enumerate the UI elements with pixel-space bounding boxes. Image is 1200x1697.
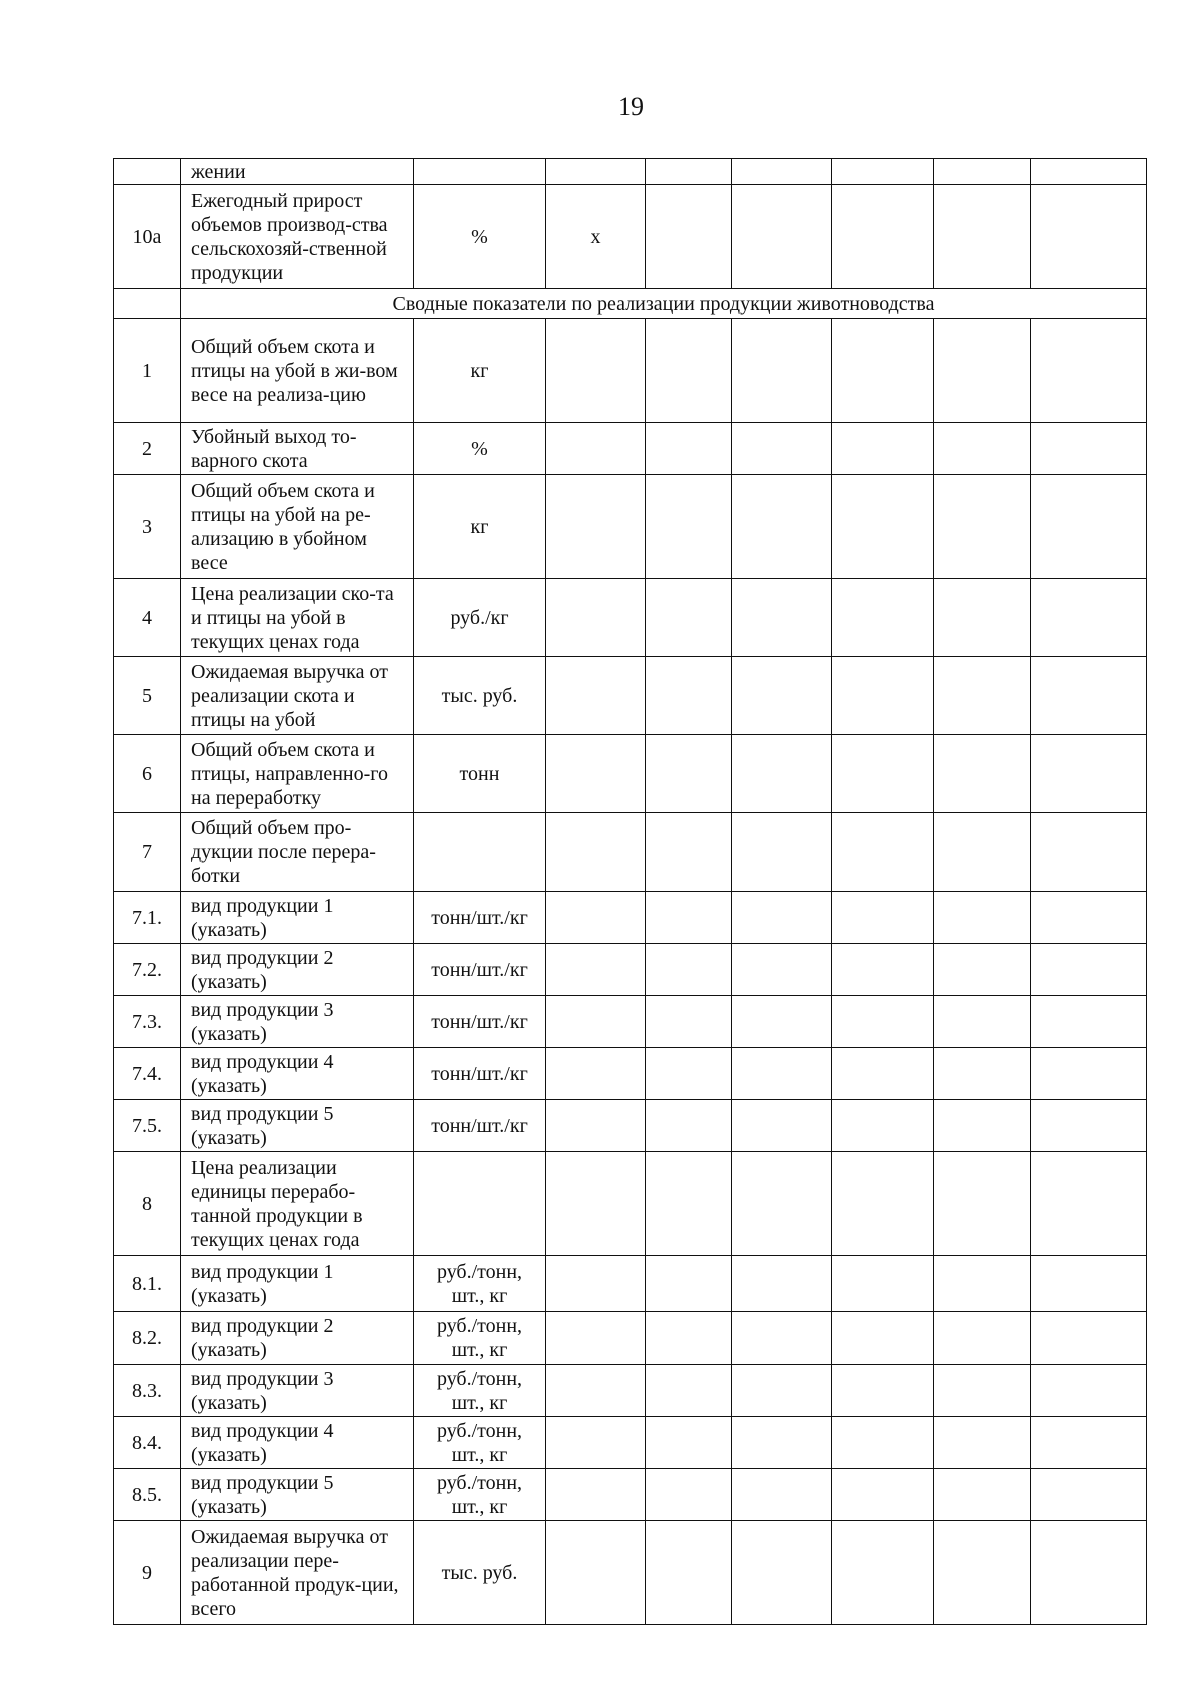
value-cell: [1031, 579, 1147, 657]
value-cell: [1031, 657, 1147, 735]
row-name: вид продукции 1 (указать): [181, 892, 414, 944]
value-cell: [934, 1521, 1031, 1625]
value-cell: [732, 1152, 832, 1256]
row-unit: кг: [414, 319, 546, 423]
value-cell: [546, 735, 646, 813]
value-cell: [1031, 1469, 1147, 1521]
value-cell: [832, 475, 934, 579]
value-cell: [1031, 1417, 1147, 1469]
row-unit: %: [414, 185, 546, 289]
row-number: 1: [114, 319, 181, 423]
table-row: [114, 1152, 1147, 1256]
value-cell: [646, 1100, 732, 1152]
row-number: 7.5.: [114, 1100, 181, 1152]
value-cell: [732, 1417, 832, 1469]
row-unit: руб./тонн, шт., кг: [414, 1365, 546, 1417]
row-unit: руб./тонн, шт., кг: [414, 1312, 546, 1365]
value-cell: [934, 579, 1031, 657]
row-unit: тонн: [414, 735, 546, 813]
value-cell: [1031, 1100, 1147, 1152]
value-cell: [732, 1469, 832, 1521]
value-cell: [832, 944, 934, 996]
row-name: вид продукции 4 (указать): [181, 1048, 414, 1100]
value-cell: [646, 657, 732, 735]
value-cell: [1031, 319, 1147, 423]
row-name: Общий объем скота и птицы, направленно-го на переработку: [181, 735, 414, 813]
value-cell: [646, 996, 732, 1048]
value-cell: [646, 159, 732, 185]
row-name: вид продукции 4 (указать): [181, 1417, 414, 1469]
row-number: [114, 159, 181, 185]
value-cell: [1031, 944, 1147, 996]
row-unit: руб./тонн, шт., кг: [414, 1469, 546, 1521]
row-name: Общий объем скота и птицы на убой на ре-ализацию в убойном весе: [181, 475, 414, 579]
value-cell: [934, 185, 1031, 289]
table-row: [114, 185, 1147, 289]
section-row: [114, 289, 1147, 319]
value-cell: [732, 423, 832, 475]
value-cell: [546, 1521, 646, 1625]
empty-cell: [114, 289, 181, 319]
value-cell: [934, 475, 1031, 579]
value-cell: [646, 1521, 732, 1625]
table-row: [114, 579, 1147, 657]
value-cell: [732, 579, 832, 657]
value-cell: [832, 735, 934, 813]
value-cell: [1031, 1256, 1147, 1312]
value-cell: [934, 1312, 1031, 1365]
row-name: Убойный выход то-варного скота: [181, 423, 414, 475]
row-number: 8.5.: [114, 1469, 181, 1521]
value-cell: [546, 657, 646, 735]
value-cell: [1031, 1152, 1147, 1256]
row-number: 5: [114, 657, 181, 735]
row-name: Общий объем скота и птицы на убой в жи-вом весе на реализа-цию: [181, 319, 414, 423]
table-row: [114, 1365, 1147, 1417]
value-cell: [934, 1256, 1031, 1312]
row-name: вид продукции 5 (указать): [181, 1469, 414, 1521]
value-cell: [732, 813, 832, 892]
value-cell: [832, 996, 934, 1048]
value-cell: [732, 735, 832, 813]
row-number: 8.2.: [114, 1312, 181, 1365]
value-cell: [934, 423, 1031, 475]
value-cell: [934, 944, 1031, 996]
value-cell: [1031, 185, 1147, 289]
row-number: 7.4.: [114, 1048, 181, 1100]
row-name: Общий объем про-дукции после перера-ботки: [181, 813, 414, 892]
row-number: 7.3.: [114, 996, 181, 1048]
value-cell: [732, 1521, 832, 1625]
value-cell: [546, 579, 646, 657]
value-cell: [934, 1048, 1031, 1100]
table-row: [114, 319, 1147, 423]
row-name: Ежегодный прирост объемов производ-ства сельскохозяй-ственной продукции: [181, 185, 414, 289]
row-name: вид продукции 3 (указать): [181, 996, 414, 1048]
value-cell: [646, 1256, 732, 1312]
value-cell: [546, 996, 646, 1048]
value-cell: [732, 996, 832, 1048]
value-cell: [934, 319, 1031, 423]
table-row: [114, 657, 1147, 735]
value-cell: [832, 1469, 934, 1521]
table-row: [114, 1417, 1147, 1469]
value-cell: [934, 1417, 1031, 1469]
value-cell: [732, 892, 832, 944]
row-name: Цена реализации ско-та и птицы на убой в текущих ценах года: [181, 579, 414, 657]
row-unit: тонн/шт./кг: [414, 1100, 546, 1152]
row-name: вид продукции 5 (указать): [181, 1100, 414, 1152]
value-cell: [546, 1048, 646, 1100]
value-cell: [934, 813, 1031, 892]
value-cell: [934, 735, 1031, 813]
value-cell: [646, 735, 732, 813]
value-cell: [546, 319, 646, 423]
value-cell: [832, 1256, 934, 1312]
row-unit: тонн/шт./кг: [414, 1048, 546, 1100]
row-number: 7.2.: [114, 944, 181, 996]
value-cell: [732, 944, 832, 996]
row-number: 7.1.: [114, 892, 181, 944]
row-unit: %: [414, 423, 546, 475]
value-cell: [1031, 996, 1147, 1048]
value-cell: [934, 159, 1031, 185]
value-cell: [1031, 735, 1147, 813]
value-cell: [832, 892, 934, 944]
value-cell: [832, 657, 934, 735]
value-cell: [832, 813, 934, 892]
value-cell: [934, 892, 1031, 944]
row-unit: [414, 813, 546, 892]
table-row: [114, 813, 1147, 892]
value-cell: [832, 1100, 934, 1152]
value-cell: х: [546, 185, 646, 289]
value-cell: [546, 423, 646, 475]
value-cell: [832, 1152, 934, 1256]
value-cell: [732, 1312, 832, 1365]
row-unit: руб./тонн, шт., кг: [414, 1417, 546, 1469]
value-cell: [832, 1521, 934, 1625]
value-cell: [646, 1048, 732, 1100]
value-cell: [646, 579, 732, 657]
row-unit: [414, 159, 546, 185]
table-row: [114, 1469, 1147, 1521]
row-name: вид продукции 2 (указать): [181, 1312, 414, 1365]
row-unit: руб./тонн, шт., кг: [414, 1256, 546, 1312]
value-cell: [832, 1048, 934, 1100]
value-cell: [1031, 1365, 1147, 1417]
row-name: вид продукции 2 (указать): [181, 944, 414, 996]
value-cell: [832, 159, 934, 185]
value-cell: [546, 475, 646, 579]
row-unit: тонн/шт./кг: [414, 892, 546, 944]
value-cell: [646, 1365, 732, 1417]
value-cell: [546, 892, 646, 944]
row-name: вид продукции 3 (указать): [181, 1365, 414, 1417]
row-name: Ожидаемая выручка от реализации пере-работанной продук-ции, всего: [181, 1521, 414, 1625]
value-cell: [832, 1365, 934, 1417]
value-cell: [546, 1256, 646, 1312]
table-row: [114, 1256, 1147, 1312]
value-cell: [1031, 1521, 1147, 1625]
row-number: 2: [114, 423, 181, 475]
row-number: 8: [114, 1152, 181, 1256]
value-cell: [546, 813, 646, 892]
value-cell: [732, 1365, 832, 1417]
row-name: Ожидаемая выручка от реализации скота и птицы на убой: [181, 657, 414, 735]
value-cell: [646, 1152, 732, 1256]
value-cell: [732, 475, 832, 579]
value-cell: [934, 657, 1031, 735]
page-number: 19: [618, 92, 644, 121]
table-row: [114, 475, 1147, 579]
value-cell: [1031, 892, 1147, 944]
value-cell: [732, 1256, 832, 1312]
value-cell: [732, 319, 832, 423]
table-row: [114, 892, 1147, 944]
value-cell: [732, 185, 832, 289]
value-cell: [832, 1417, 934, 1469]
row-number: 8.4.: [114, 1417, 181, 1469]
value-cell: [646, 944, 732, 996]
table-row: [114, 159, 1147, 185]
value-cell: [832, 319, 934, 423]
table-row: [114, 944, 1147, 996]
value-cell: [546, 1100, 646, 1152]
value-cell: [646, 1417, 732, 1469]
section-title: Сводные показатели по реализации продукции животноводства: [181, 289, 1147, 319]
row-unit: тонн/шт./кг: [414, 944, 546, 996]
value-cell: [646, 319, 732, 423]
value-cell: [732, 1048, 832, 1100]
value-cell: [732, 1100, 832, 1152]
table-row: [114, 735, 1147, 813]
value-cell: [546, 1469, 646, 1521]
value-cell: [832, 185, 934, 289]
value-cell: [732, 159, 832, 185]
value-cell: [646, 1312, 732, 1365]
value-cell: [646, 423, 732, 475]
value-cell: [934, 1469, 1031, 1521]
row-number: 10а: [114, 185, 181, 289]
value-cell: [1031, 1048, 1147, 1100]
row-name: Цена реализации единицы перерабо-танной продукции в текущих ценах года: [181, 1152, 414, 1256]
table-row: [114, 1100, 1147, 1152]
value-cell: [546, 1417, 646, 1469]
value-cell: [934, 996, 1031, 1048]
value-cell: [1031, 813, 1147, 892]
value-cell: [1031, 1312, 1147, 1365]
table-row: [114, 1048, 1147, 1100]
table-row: [114, 423, 1147, 475]
value-cell: [646, 1469, 732, 1521]
row-unit: тыс. руб.: [414, 1521, 546, 1625]
value-cell: [1031, 423, 1147, 475]
row-unit: кг: [414, 475, 546, 579]
row-unit: тонн/шт./кг: [414, 996, 546, 1048]
value-cell: [934, 1365, 1031, 1417]
row-number: 4: [114, 579, 181, 657]
table-row: [114, 996, 1147, 1048]
value-cell: [1031, 159, 1147, 185]
value-cell: [646, 813, 732, 892]
row-number: 9: [114, 1521, 181, 1625]
table-row: [114, 1521, 1147, 1625]
row-number: 6: [114, 735, 181, 813]
value-cell: [546, 1365, 646, 1417]
row-name: вид продукции 1 (указать): [181, 1256, 414, 1312]
value-cell: [934, 1152, 1031, 1256]
value-cell: [1031, 475, 1147, 579]
indicators-table: [113, 158, 1147, 1625]
value-cell: [646, 475, 732, 579]
value-cell: [832, 579, 934, 657]
value-cell: [546, 1312, 646, 1365]
value-cell: [646, 185, 732, 289]
value-cell: [546, 944, 646, 996]
value-cell: [934, 1100, 1031, 1152]
value-cell: [732, 657, 832, 735]
row-unit: тыс. руб.: [414, 657, 546, 735]
value-cell: [646, 892, 732, 944]
row-number: 8.3.: [114, 1365, 181, 1417]
row-number: 7: [114, 813, 181, 892]
row-unit: [414, 1152, 546, 1256]
table-row: [114, 1312, 1147, 1365]
row-unit: руб./кг: [414, 579, 546, 657]
value-cell: [546, 1152, 646, 1256]
row-number: 8.1.: [114, 1256, 181, 1312]
row-name: жении: [181, 159, 414, 185]
value-cell: [832, 423, 934, 475]
value-cell: [546, 159, 646, 185]
value-cell: [832, 1312, 934, 1365]
row-number: 3: [114, 475, 181, 579]
